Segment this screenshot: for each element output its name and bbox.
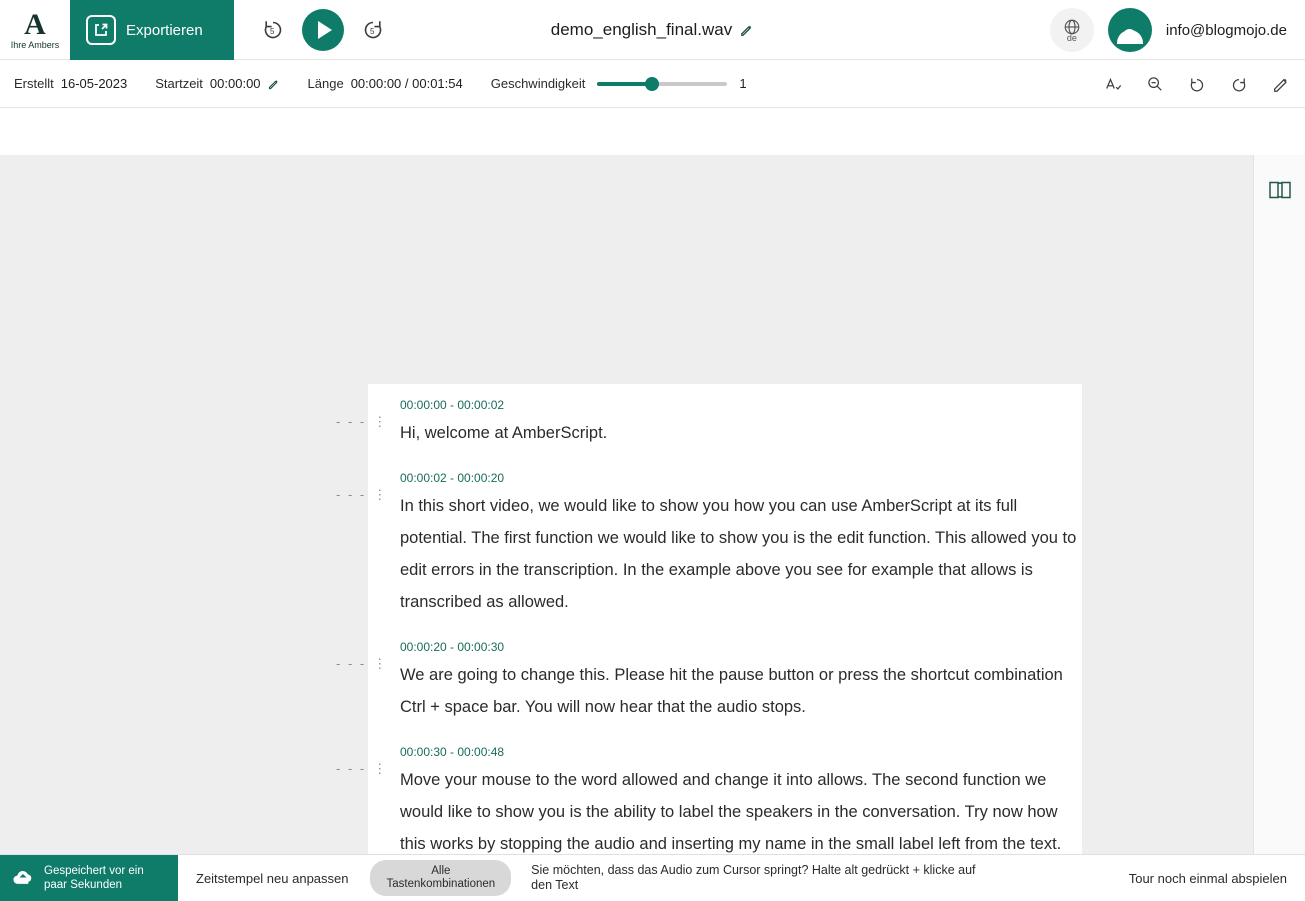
speed-slider[interactable] <box>597 82 727 86</box>
segment-dash-icon: - - - <box>336 414 367 429</box>
play-icon <box>318 21 332 39</box>
transcript-document[interactable] <box>336 384 1082 901</box>
language-code: de <box>1066 32 1077 43</box>
transport-controls <box>234 0 388 59</box>
undo-icon[interactable] <box>1187 74 1207 94</box>
all-shortcuts-line2: Tastenkombinationen <box>386 878 496 890</box>
segment-text[interactable]: Move your mouse to the word allowed and change it into allows. The second function we would like to show you is the ability to label the speakers in the conversation. Try now how this works by stopping the audio and inserting my name in the small label left from the text. <box>400 771 1062 853</box>
logo-subtitle: Ihre Ambers <box>10 39 60 50</box>
segment-handle[interactable] <box>336 656 386 671</box>
segment-dash-icon: - - - <box>336 656 367 671</box>
audio-jump-hint <box>531 863 975 893</box>
speed-group <box>491 76 747 91</box>
export-button[interactable] <box>70 0 234 60</box>
glossary-icon[interactable] <box>1267 177 1293 203</box>
speed-value: 1 <box>739 76 747 91</box>
forward-seconds-label: 5 <box>370 26 375 36</box>
segment-timestamp[interactable]: 00:00:00 - 00:00:02 <box>400 398 505 412</box>
segment-drag-icon[interactable]: ⋮ <box>373 761 387 776</box>
top-right-controls <box>1050 0 1305 60</box>
segment-text[interactable]: We are going to change this. Please hit the pause button or press the shortcut combination Ctrl + space bar. You will now hear that the audio stops. <box>400 666 1063 716</box>
segment-timestamp[interactable]: 00:00:30 - 00:00:48 <box>400 745 505 759</box>
forward-5-button[interactable] <box>358 15 388 45</box>
top-toolbar <box>0 0 1305 60</box>
segment-handle[interactable] <box>336 414 386 429</box>
avatar-icon <box>1108 8 1152 52</box>
created-label: Erstellt <box>14 76 54 91</box>
all-shortcuts-button[interactable] <box>370 860 511 896</box>
audio-jump-hint-line1: Sie möchten, dass das Audio zum Cursor springt? Halte alt gedrückt + klicke auf <box>531 863 976 877</box>
transcript-segment[interactable] <box>336 398 1082 449</box>
segment-timestamp[interactable]: 00:00:20 - 00:00:30 <box>400 640 505 654</box>
segment-drag-icon[interactable]: ⋮ <box>373 414 387 429</box>
transcript-segment[interactable] <box>336 745 1082 860</box>
segment-dash-icon: - - - <box>336 761 367 776</box>
rewind-5-button[interactable] <box>258 15 288 45</box>
file-name: demo_english_final.wav <box>550 20 733 39</box>
bottom-statusbar <box>0 854 1305 901</box>
edit-mode-icon[interactable] <box>1271 74 1291 94</box>
play-button[interactable] <box>302 9 344 51</box>
audio-jump-hint-line2: den Text <box>531 878 579 892</box>
right-sidebar <box>1253 155 1305 901</box>
logo-letter-icon: A <box>24 7 46 41</box>
created-value: 16-05-2023 <box>60 76 128 91</box>
transcript-segment[interactable] <box>336 471 1082 618</box>
edit-filename-icon[interactable] <box>740 23 754 37</box>
user-email[interactable]: info@blogmojo.de <box>1165 21 1287 39</box>
segment-drag-icon[interactable]: ⋮ <box>373 487 387 502</box>
edit-start-time-icon[interactable] <box>268 78 280 90</box>
language-button[interactable] <box>1050 8 1094 52</box>
speed-slider-knob[interactable] <box>645 77 659 91</box>
main-canvas <box>0 108 1305 901</box>
length-group <box>308 76 463 91</box>
speed-label: Geschwindigkeit <box>490 76 586 91</box>
info-toolbar-actions <box>1103 60 1291 108</box>
transcript-segment[interactable] <box>336 640 1082 723</box>
segment-timestamp[interactable]: 00:00:02 - 00:00:20 <box>400 471 505 485</box>
segment-handle[interactable] <box>336 487 386 502</box>
cloud-upload-icon <box>12 869 34 887</box>
export-icon <box>86 15 116 45</box>
segment-text[interactable]: Hi, welcome at AmberScript. <box>400 424 608 442</box>
export-label: Exportieren <box>126 21 203 39</box>
info-toolbar <box>0 60 1305 108</box>
segment-drag-icon[interactable]: ⋮ <box>373 656 387 671</box>
start-time-group <box>155 76 279 91</box>
editor-area <box>0 155 1253 901</box>
avatar[interactable] <box>1108 8 1152 52</box>
saved-status <box>0 855 178 901</box>
start-time-value: 00:00:00 <box>209 76 261 91</box>
app-logo[interactable] <box>0 0 70 60</box>
length-label: Länge <box>307 76 344 91</box>
rewind-seconds-label: 5 <box>270 26 275 36</box>
replay-tour-button[interactable]: Tour noch einmal abspielen <box>1128 870 1287 886</box>
length-value: 00:00:00 / 00:01:54 <box>350 76 463 91</box>
segment-handle[interactable] <box>336 761 386 776</box>
segment-text[interactable]: In this short video, we would like to show you how you can use AmberScript at its full potential. The first function we would like to show you is the edit function. This allowed you to edit errors in the transcription. In the example above you see for example that allows is transcribed as allowed. <box>400 497 1077 611</box>
text-format-icon[interactable] <box>1103 74 1123 94</box>
saved-status-text: Gespeichert vor ein paar Sekunden <box>44 865 144 891</box>
created-group <box>14 76 127 91</box>
redo-icon[interactable] <box>1229 74 1249 94</box>
all-shortcuts-line1: Alle <box>431 865 451 877</box>
search-replace-icon[interactable] <box>1145 74 1165 94</box>
start-time-label: Startzeit <box>155 76 203 91</box>
segment-dash-icon: - - - <box>336 487 367 502</box>
readjust-timestamps-button[interactable]: Zeitstempel neu anpassen <box>196 870 349 886</box>
